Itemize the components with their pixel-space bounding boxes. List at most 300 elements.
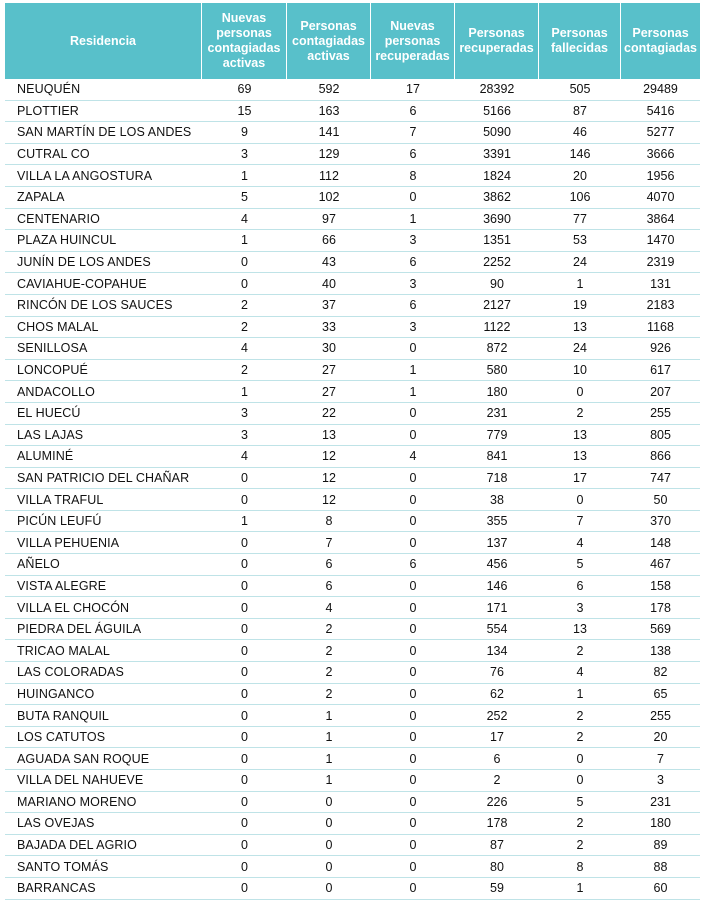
table-row xyxy=(5,662,700,684)
cell-nuevas-recuperadas: 6 xyxy=(371,252,455,274)
cell-nuevas-contagiadas-activas: 0 xyxy=(202,813,287,835)
cell-contagiadas: 3864 xyxy=(621,209,700,231)
cell-contagiadas-activas: 22 xyxy=(287,403,371,425)
cell-residencia: CHOS MALAL xyxy=(5,317,202,339)
table-row xyxy=(5,317,700,339)
cell-nuevas-contagiadas-activas: 3 xyxy=(202,144,287,166)
cell-nuevas-recuperadas: 0 xyxy=(371,662,455,684)
cell-nuevas-recuperadas: 1 xyxy=(371,360,455,382)
table-row xyxy=(5,446,700,468)
cell-fallecidas: 1 xyxy=(539,684,621,706)
cell-contagiadas-activas: 4 xyxy=(287,597,371,619)
table-row xyxy=(5,511,700,533)
cell-nuevas-contagiadas-activas: 0 xyxy=(202,770,287,792)
cell-residencia: PLOTTIER xyxy=(5,101,202,123)
cell-residencia: CAVIAHUE-COPAHUE xyxy=(5,273,202,295)
table-row xyxy=(5,597,700,619)
cell-recuperadas: 178 xyxy=(455,813,539,835)
table-header xyxy=(5,3,700,79)
cell-contagiadas: 747 xyxy=(621,468,700,490)
cell-nuevas-recuperadas: 8 xyxy=(371,165,455,187)
cell-contagiadas-activas: 0 xyxy=(287,792,371,814)
table-row xyxy=(5,165,700,187)
cell-contagiadas: 88 xyxy=(621,856,700,878)
cell-nuevas-contagiadas-activas: 3 xyxy=(202,403,287,425)
cell-recuperadas: 38 xyxy=(455,489,539,511)
cell-residencia: JUNÍN DE LOS ANDES xyxy=(5,252,202,274)
header-contagiadas: Personas contagiadas xyxy=(621,3,700,79)
cell-contagiadas: 20 xyxy=(621,727,700,749)
cell-nuevas-contagiadas-activas: 0 xyxy=(202,554,287,576)
cell-fallecidas: 6 xyxy=(539,576,621,598)
cell-residencia: RINCÓN DE LOS SAUCES xyxy=(5,295,202,317)
cell-contagiadas-activas: 37 xyxy=(287,295,371,317)
cell-recuperadas: 231 xyxy=(455,403,539,425)
cell-fallecidas: 7 xyxy=(539,511,621,533)
cell-recuperadas: 580 xyxy=(455,360,539,382)
cell-recuperadas: 87 xyxy=(455,835,539,857)
cell-recuperadas: 59 xyxy=(455,878,539,900)
cell-residencia: ZAPALA xyxy=(5,187,202,209)
cell-contagiadas-activas: 1 xyxy=(287,727,371,749)
cell-nuevas-contagiadas-activas: 4 xyxy=(202,209,287,231)
cell-contagiadas-activas: 163 xyxy=(287,101,371,123)
cell-recuperadas: 779 xyxy=(455,425,539,447)
cell-nuevas-recuperadas: 0 xyxy=(371,813,455,835)
cell-contagiadas: 231 xyxy=(621,792,700,814)
header-row xyxy=(5,3,700,79)
cell-contagiadas-activas: 40 xyxy=(287,273,371,295)
table-row xyxy=(5,273,700,295)
cell-recuperadas: 180 xyxy=(455,381,539,403)
table-row xyxy=(5,705,700,727)
cell-fallecidas: 87 xyxy=(539,101,621,123)
cell-nuevas-recuperadas: 0 xyxy=(371,727,455,749)
table-row xyxy=(5,532,700,554)
cell-contagiadas-activas: 33 xyxy=(287,317,371,339)
cell-fallecidas: 1 xyxy=(539,878,621,900)
cell-contagiadas: 4070 xyxy=(621,187,700,209)
cell-fallecidas: 13 xyxy=(539,619,621,641)
cell-contagiadas-activas: 12 xyxy=(287,489,371,511)
cell-fallecidas: 10 xyxy=(539,360,621,382)
table-row xyxy=(5,727,700,749)
cell-nuevas-contagiadas-activas: 1 xyxy=(202,381,287,403)
cell-nuevas-recuperadas: 0 xyxy=(371,425,455,447)
cell-contagiadas-activas: 592 xyxy=(287,79,371,101)
cell-fallecidas: 1 xyxy=(539,273,621,295)
cell-residencia: AÑELO xyxy=(5,554,202,576)
cell-residencia: LOS CATUTOS xyxy=(5,727,202,749)
cell-nuevas-recuperadas: 0 xyxy=(371,338,455,360)
cell-residencia: VILLA DEL NAHUEVE xyxy=(5,770,202,792)
cell-contagiadas: 1470 xyxy=(621,230,700,252)
cell-recuperadas: 90 xyxy=(455,273,539,295)
cell-nuevas-recuperadas: 7 xyxy=(371,122,455,144)
cell-recuperadas: 146 xyxy=(455,576,539,598)
cell-residencia: PIEDRA DEL ÁGUILA xyxy=(5,619,202,641)
cell-recuperadas: 2252 xyxy=(455,252,539,274)
cell-contagiadas-activas: 0 xyxy=(287,813,371,835)
cell-recuperadas: 62 xyxy=(455,684,539,706)
cell-contagiadas-activas: 2 xyxy=(287,640,371,662)
cell-fallecidas: 8 xyxy=(539,856,621,878)
cell-residencia: LAS LAJAS xyxy=(5,425,202,447)
header-recuperadas: Personas recuperadas xyxy=(455,3,539,79)
cell-recuperadas: 1122 xyxy=(455,317,539,339)
cell-nuevas-contagiadas-activas: 0 xyxy=(202,684,287,706)
cell-contagiadas-activas: 0 xyxy=(287,835,371,857)
cell-nuevas-contagiadas-activas: 0 xyxy=(202,619,287,641)
cell-contagiadas: 255 xyxy=(621,403,700,425)
cell-nuevas-recuperadas: 6 xyxy=(371,144,455,166)
cell-nuevas-recuperadas: 0 xyxy=(371,619,455,641)
cell-fallecidas: 46 xyxy=(539,122,621,144)
table-row xyxy=(5,576,700,598)
cell-nuevas-contagiadas-activas: 0 xyxy=(202,662,287,684)
cell-fallecidas: 13 xyxy=(539,425,621,447)
table-body xyxy=(5,79,700,900)
cell-nuevas-recuperadas: 0 xyxy=(371,597,455,619)
cell-contagiadas: 5277 xyxy=(621,122,700,144)
cell-contagiadas: 7 xyxy=(621,748,700,770)
header-nuevas-recuperadas: Nuevas personas recuperadas xyxy=(371,3,455,79)
cell-fallecidas: 24 xyxy=(539,338,621,360)
cell-contagiadas: 178 xyxy=(621,597,700,619)
cell-nuevas-recuperadas: 0 xyxy=(371,705,455,727)
cell-nuevas-contagiadas-activas: 3 xyxy=(202,425,287,447)
cell-contagiadas-activas: 7 xyxy=(287,532,371,554)
cell-fallecidas: 2 xyxy=(539,403,621,425)
cell-nuevas-contagiadas-activas: 0 xyxy=(202,468,287,490)
cell-nuevas-contagiadas-activas: 0 xyxy=(202,252,287,274)
cell-recuperadas: 80 xyxy=(455,856,539,878)
cell-contagiadas: 866 xyxy=(621,446,700,468)
cell-nuevas-recuperadas: 3 xyxy=(371,317,455,339)
cell-nuevas-recuperadas: 0 xyxy=(371,770,455,792)
cell-contagiadas: 805 xyxy=(621,425,700,447)
cell-nuevas-recuperadas: 0 xyxy=(371,576,455,598)
cases-table-container xyxy=(5,3,700,900)
cell-fallecidas: 77 xyxy=(539,209,621,231)
cell-recuperadas: 28392 xyxy=(455,79,539,101)
cell-fallecidas: 106 xyxy=(539,187,621,209)
cell-contagiadas: 926 xyxy=(621,338,700,360)
cell-nuevas-recuperadas: 1 xyxy=(371,209,455,231)
cell-recuperadas: 841 xyxy=(455,446,539,468)
cell-fallecidas: 0 xyxy=(539,748,621,770)
table-row xyxy=(5,835,700,857)
cell-nuevas-recuperadas: 1 xyxy=(371,381,455,403)
cell-nuevas-recuperadas: 6 xyxy=(371,554,455,576)
cell-contagiadas-activas: 12 xyxy=(287,468,371,490)
cell-recuperadas: 3690 xyxy=(455,209,539,231)
cell-contagiadas: 370 xyxy=(621,511,700,533)
cell-fallecidas: 0 xyxy=(539,489,621,511)
header-residencia: Residencia xyxy=(5,3,202,79)
cell-contagiadas: 2319 xyxy=(621,252,700,274)
cell-contagiadas-activas: 1 xyxy=(287,770,371,792)
cell-recuperadas: 554 xyxy=(455,619,539,641)
cell-fallecidas: 505 xyxy=(539,79,621,101)
cell-nuevas-contagiadas-activas: 0 xyxy=(202,597,287,619)
cell-contagiadas-activas: 27 xyxy=(287,360,371,382)
cell-nuevas-recuperadas: 0 xyxy=(371,835,455,857)
cell-nuevas-contagiadas-activas: 5 xyxy=(202,187,287,209)
cell-nuevas-contagiadas-activas: 15 xyxy=(202,101,287,123)
cell-residencia: BAJADA DEL AGRIO xyxy=(5,835,202,857)
cell-residencia: CUTRAL CO xyxy=(5,144,202,166)
cell-residencia: VILLA PEHUENIA xyxy=(5,532,202,554)
cell-contagiadas-activas: 13 xyxy=(287,425,371,447)
cell-nuevas-recuperadas: 0 xyxy=(371,511,455,533)
cell-contagiadas: 207 xyxy=(621,381,700,403)
cell-contagiadas: 65 xyxy=(621,684,700,706)
cell-contagiadas: 569 xyxy=(621,619,700,641)
cell-residencia: LAS COLORADAS xyxy=(5,662,202,684)
cell-recuperadas: 76 xyxy=(455,662,539,684)
cell-contagiadas: 180 xyxy=(621,813,700,835)
cell-fallecidas: 2 xyxy=(539,813,621,835)
cell-contagiadas: 5416 xyxy=(621,101,700,123)
cell-residencia: LAS OVEJAS xyxy=(5,813,202,835)
cell-contagiadas: 467 xyxy=(621,554,700,576)
cell-contagiadas-activas: 141 xyxy=(287,122,371,144)
cell-fallecidas: 2 xyxy=(539,640,621,662)
cell-fallecidas: 0 xyxy=(539,381,621,403)
cell-recuperadas: 718 xyxy=(455,468,539,490)
cell-nuevas-contagiadas-activas: 0 xyxy=(202,835,287,857)
cell-nuevas-contagiadas-activas: 0 xyxy=(202,856,287,878)
table-row xyxy=(5,748,700,770)
table-row xyxy=(5,122,700,144)
header-contagiadas-activas: Personas contagiadas activas xyxy=(287,3,371,79)
cell-contagiadas: 50 xyxy=(621,489,700,511)
table-row xyxy=(5,856,700,878)
table-row xyxy=(5,403,700,425)
table-row xyxy=(5,360,700,382)
cell-fallecidas: 2 xyxy=(539,835,621,857)
table-row xyxy=(5,230,700,252)
table-row xyxy=(5,252,700,274)
cell-fallecidas: 5 xyxy=(539,792,621,814)
cell-nuevas-recuperadas: 0 xyxy=(371,403,455,425)
cell-recuperadas: 137 xyxy=(455,532,539,554)
cell-recuperadas: 3862 xyxy=(455,187,539,209)
cell-nuevas-recuperadas: 0 xyxy=(371,792,455,814)
cell-residencia: EL HUECÚ xyxy=(5,403,202,425)
cell-nuevas-recuperadas: 6 xyxy=(371,101,455,123)
cell-nuevas-contagiadas-activas: 1 xyxy=(202,511,287,533)
table-row xyxy=(5,295,700,317)
cell-contagiadas: 138 xyxy=(621,640,700,662)
cell-residencia: SENILLOSA xyxy=(5,338,202,360)
cell-fallecidas: 19 xyxy=(539,295,621,317)
cell-contagiadas-activas: 0 xyxy=(287,856,371,878)
cell-recuperadas: 2127 xyxy=(455,295,539,317)
table-row xyxy=(5,619,700,641)
cell-residencia: SANTO TOMÁS xyxy=(5,856,202,878)
cell-nuevas-recuperadas: 3 xyxy=(371,230,455,252)
table-row xyxy=(5,381,700,403)
cell-nuevas-recuperadas: 0 xyxy=(371,468,455,490)
cell-contagiadas-activas: 12 xyxy=(287,446,371,468)
cell-nuevas-recuperadas: 17 xyxy=(371,79,455,101)
cell-residencia: LONCOPUÉ xyxy=(5,360,202,382)
table-row xyxy=(5,554,700,576)
cell-nuevas-recuperadas: 0 xyxy=(371,640,455,662)
cell-nuevas-contagiadas-activas: 2 xyxy=(202,317,287,339)
table-row xyxy=(5,101,700,123)
cell-fallecidas: 0 xyxy=(539,770,621,792)
cell-contagiadas-activas: 6 xyxy=(287,554,371,576)
cell-residencia: SAN MARTÍN DE LOS ANDES xyxy=(5,122,202,144)
cell-contagiadas-activas: 8 xyxy=(287,511,371,533)
cell-recuperadas: 5166 xyxy=(455,101,539,123)
table-row xyxy=(5,468,700,490)
cell-recuperadas: 355 xyxy=(455,511,539,533)
table-row xyxy=(5,425,700,447)
cell-contagiadas: 3666 xyxy=(621,144,700,166)
cell-fallecidas: 5 xyxy=(539,554,621,576)
cell-nuevas-contagiadas-activas: 0 xyxy=(202,748,287,770)
cell-contagiadas-activas: 0 xyxy=(287,878,371,900)
cell-nuevas-recuperadas: 0 xyxy=(371,489,455,511)
cell-residencia: VILLA LA ANGOSTURA xyxy=(5,165,202,187)
table-row xyxy=(5,209,700,231)
table-row xyxy=(5,878,700,900)
cell-nuevas-contagiadas-activas: 0 xyxy=(202,273,287,295)
cell-residencia: PLAZA HUINCUL xyxy=(5,230,202,252)
cell-contagiadas-activas: 112 xyxy=(287,165,371,187)
cell-contagiadas-activas: 2 xyxy=(287,662,371,684)
cell-residencia: BARRANCAS xyxy=(5,878,202,900)
cell-nuevas-contagiadas-activas: 0 xyxy=(202,532,287,554)
table-row xyxy=(5,640,700,662)
cell-fallecidas: 4 xyxy=(539,532,621,554)
cell-nuevas-contagiadas-activas: 1 xyxy=(202,165,287,187)
cell-contagiadas-activas: 97 xyxy=(287,209,371,231)
table-row xyxy=(5,792,700,814)
cell-contagiadas: 60 xyxy=(621,878,700,900)
cell-residencia: ALUMINÉ xyxy=(5,446,202,468)
cell-nuevas-contagiadas-activas: 1 xyxy=(202,230,287,252)
cell-residencia: VILLA EL CHOCÓN xyxy=(5,597,202,619)
cell-nuevas-contagiadas-activas: 0 xyxy=(202,640,287,662)
table-row xyxy=(5,489,700,511)
cell-contagiadas-activas: 6 xyxy=(287,576,371,598)
cell-contagiadas: 1168 xyxy=(621,317,700,339)
cell-residencia: PICÚN LEUFÚ xyxy=(5,511,202,533)
cell-contagiadas-activas: 66 xyxy=(287,230,371,252)
cell-contagiadas: 82 xyxy=(621,662,700,684)
cell-contagiadas-activas: 102 xyxy=(287,187,371,209)
cell-nuevas-contagiadas-activas: 0 xyxy=(202,727,287,749)
cell-contagiadas: 131 xyxy=(621,273,700,295)
cell-residencia: BUTA RANQUIL xyxy=(5,705,202,727)
cell-nuevas-contagiadas-activas: 0 xyxy=(202,792,287,814)
cell-nuevas-recuperadas: 0 xyxy=(371,532,455,554)
cell-fallecidas: 13 xyxy=(539,446,621,468)
cell-fallecidas: 20 xyxy=(539,165,621,187)
cell-contagiadas-activas: 43 xyxy=(287,252,371,274)
cell-contagiadas: 1956 xyxy=(621,165,700,187)
cell-contagiadas: 255 xyxy=(621,705,700,727)
cell-contagiadas-activas: 2 xyxy=(287,684,371,706)
cell-residencia: VISTA ALEGRE xyxy=(5,576,202,598)
cell-nuevas-recuperadas: 0 xyxy=(371,187,455,209)
cell-contagiadas: 2183 xyxy=(621,295,700,317)
cell-contagiadas: 148 xyxy=(621,532,700,554)
table-row xyxy=(5,684,700,706)
cell-fallecidas: 53 xyxy=(539,230,621,252)
cell-contagiadas: 3 xyxy=(621,770,700,792)
table-row xyxy=(5,144,700,166)
cell-fallecidas: 24 xyxy=(539,252,621,274)
table-row xyxy=(5,770,700,792)
cell-recuperadas: 5090 xyxy=(455,122,539,144)
cell-recuperadas: 134 xyxy=(455,640,539,662)
cell-residencia: ANDACOLLO xyxy=(5,381,202,403)
cell-fallecidas: 3 xyxy=(539,597,621,619)
cell-contagiadas-activas: 1 xyxy=(287,748,371,770)
cell-fallecidas: 17 xyxy=(539,468,621,490)
cell-nuevas-contagiadas-activas: 0 xyxy=(202,878,287,900)
cell-recuperadas: 1351 xyxy=(455,230,539,252)
cell-nuevas-recuperadas: 0 xyxy=(371,856,455,878)
cell-residencia: TRICAO MALAL xyxy=(5,640,202,662)
cell-nuevas-recuperadas: 6 xyxy=(371,295,455,317)
cell-nuevas-contagiadas-activas: 0 xyxy=(202,705,287,727)
cell-nuevas-contagiadas-activas: 4 xyxy=(202,338,287,360)
cell-nuevas-recuperadas: 0 xyxy=(371,878,455,900)
cell-nuevas-recuperadas: 0 xyxy=(371,684,455,706)
cell-residencia: HUINGANCO xyxy=(5,684,202,706)
cell-nuevas-contagiadas-activas: 2 xyxy=(202,360,287,382)
cell-fallecidas: 4 xyxy=(539,662,621,684)
table-row xyxy=(5,187,700,209)
cell-fallecidas: 13 xyxy=(539,317,621,339)
cell-contagiadas: 89 xyxy=(621,835,700,857)
cell-residencia: MARIANO MORENO xyxy=(5,792,202,814)
cell-nuevas-contagiadas-activas: 69 xyxy=(202,79,287,101)
cell-contagiadas-activas: 2 xyxy=(287,619,371,641)
cell-recuperadas: 3391 xyxy=(455,144,539,166)
cell-recuperadas: 456 xyxy=(455,554,539,576)
cell-contagiadas: 617 xyxy=(621,360,700,382)
cell-residencia: NEUQUÉN xyxy=(5,79,202,101)
header-fallecidas: Personas fallecidas xyxy=(539,3,621,79)
cell-nuevas-contagiadas-activas: 0 xyxy=(202,489,287,511)
cell-nuevas-contagiadas-activas: 9 xyxy=(202,122,287,144)
cell-contagiadas-activas: 129 xyxy=(287,144,371,166)
cell-nuevas-recuperadas: 4 xyxy=(371,446,455,468)
cell-fallecidas: 2 xyxy=(539,727,621,749)
cell-contagiadas-activas: 30 xyxy=(287,338,371,360)
table-row xyxy=(5,338,700,360)
cell-residencia: VILLA TRAFUL xyxy=(5,489,202,511)
table-row xyxy=(5,79,700,101)
cell-nuevas-recuperadas: 0 xyxy=(371,748,455,770)
cell-residencia: SAN PATRICIO DEL CHAÑAR xyxy=(5,468,202,490)
cell-recuperadas: 226 xyxy=(455,792,539,814)
cell-contagiadas-activas: 1 xyxy=(287,705,371,727)
cell-residencia: CENTENARIO xyxy=(5,209,202,231)
cell-recuperadas: 252 xyxy=(455,705,539,727)
cases-by-residence-table xyxy=(5,3,700,900)
cell-recuperadas: 171 xyxy=(455,597,539,619)
cell-contagiadas: 29489 xyxy=(621,79,700,101)
